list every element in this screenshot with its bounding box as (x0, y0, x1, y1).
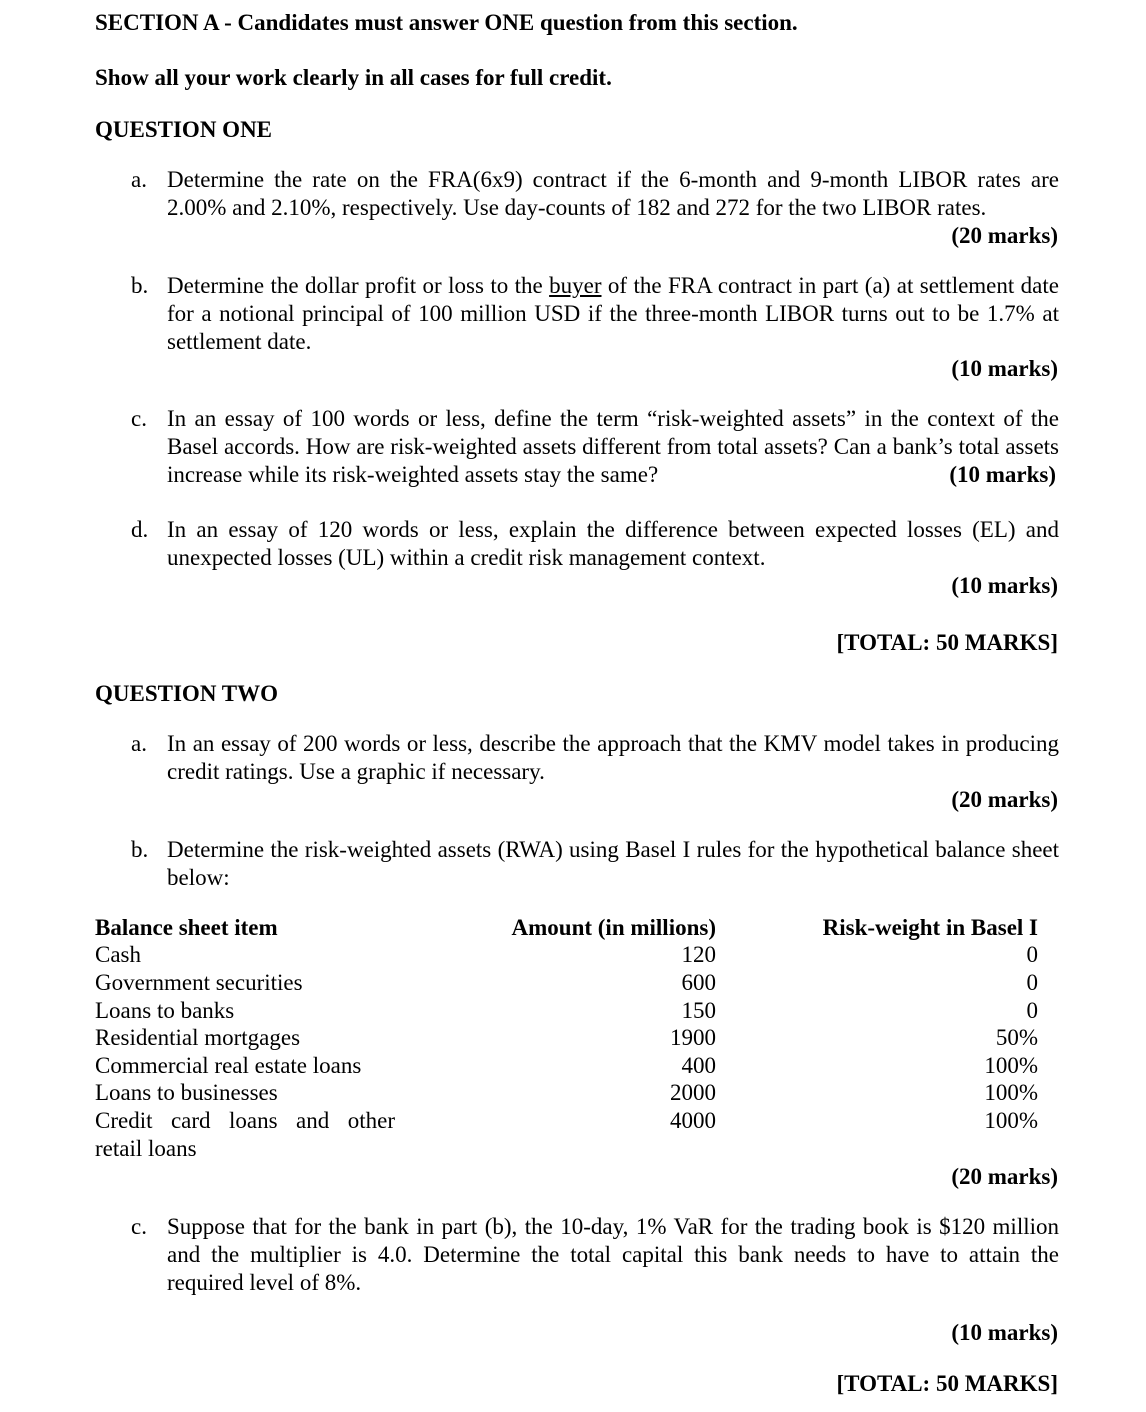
table-row-cre-weight: 100% (984, 1053, 1038, 1078)
q1-b-text-pre: Determine the dollar profit or loss to the (167, 273, 550, 298)
section-heading: SECTION A - Candidates must answer ONE question from this section. (95, 10, 798, 35)
q2-a-marks: (20 marks) (951, 787, 1058, 812)
q1-a-marks: (20 marks) (951, 223, 1058, 248)
q2-b-letter: b. (131, 837, 149, 862)
q1-d-letter: d. (131, 517, 149, 542)
table-row-cre-amount: 400 (681, 1053, 716, 1078)
table-row-credit-card-item: Credit card loans and other retail loans (95, 1108, 395, 1161)
q1-a-letter: a. (131, 167, 147, 192)
q2-b-text: Determine the risk-weighted assets (RWA) using Basel I rules for the hypothetical balance sheet below: (167, 837, 1059, 890)
table-row-mortgages-item: Residential mortgages (95, 1025, 301, 1050)
instruction-text: Show all your work clearly in all cases for full credit. (95, 65, 612, 90)
table-row-govt-weight: 0 (1026, 970, 1038, 995)
table-row-cash-item: Cash (95, 942, 141, 967)
table-row-mortgages-weight: 50% (995, 1025, 1038, 1050)
table-row-business-item: Loans to businesses (95, 1080, 278, 1105)
table-row-govt-amount: 600 (681, 970, 716, 995)
q2-c-marks: (10 marks) (951, 1320, 1058, 1345)
q1-b-text-post: of the FRA contract in part (a) at settlement date for a notional principal of 100 million USD if the three-month LIBOR turns out to be 1.7% at settlement date. (167, 273, 1059, 354)
q2-a-text: In an essay of 200 words or less, describe the approach that the KMV model takes in producing credit ratings. Use a graphic if necessary. (167, 731, 1059, 784)
q2-total-marks: [TOTAL: 50 MARKS] (836, 1371, 1058, 1396)
q1-total-marks: [TOTAL: 50 MARKS] (836, 630, 1058, 655)
table-row-cash-weight: 0 (1026, 942, 1038, 967)
q1-c-text: In an essay of 100 words or less, define the term “risk-weighted assets” in the context of the Basel accords. How are risk-weighted assets different from total assets? Can a bank’s total assets increase while its risk-weighted assets stay the same? (167, 406, 1059, 487)
table-header-item: Balance sheet item (95, 915, 278, 940)
table-row-cre-item: Commercial real estate loans (95, 1053, 362, 1078)
table-row-cash-amount: 120 (681, 942, 716, 967)
table-row-govt-item: Government securities (95, 970, 303, 995)
q1-b-text (167, 272, 1059, 356)
table-row-banks-amount: 150 (681, 998, 716, 1023)
q1-a-text: Determine the rate on the FRA(6x9) contract if the 6-month and 9-month LIBOR rates are 2.00% and 2.10%, respectively. Use day-counts of 182 and 272 for the two LIBOR rates. (167, 167, 1059, 220)
table-row-banks-weight: 0 (1026, 998, 1038, 1023)
table-row-credit-card-weight: 100% (984, 1108, 1038, 1133)
question-two-title: QUESTION TWO (95, 681, 278, 706)
q2-c-text: Suppose that for the bank in part (b), the 10-day, 1% VaR for the trading book is $120 million and the multiplier is 4.0. Determine the total capital this bank needs to have to attain the required level of 8%. (167, 1214, 1059, 1295)
q1-d-marks: (10 marks) (951, 573, 1058, 598)
table-row-business-amount: 2000 (670, 1080, 716, 1105)
question-one-title: QUESTION ONE (95, 117, 273, 142)
q1-c-marks: (10 marks) (949, 462, 1056, 487)
table-header-amount: Amount (in millions) (511, 915, 716, 940)
q1-b-letter: b. (131, 273, 149, 298)
q2-c-letter: c. (131, 1214, 147, 1239)
table-header-risk-weight: Risk-weight in Basel I (822, 915, 1038, 940)
q1-b-marks: (10 marks) (951, 356, 1058, 381)
q1-c-letter: c. (131, 406, 147, 431)
table-row-banks-item: Loans to banks (95, 998, 235, 1023)
table-row-mortgages-amount: 1900 (670, 1025, 716, 1050)
q1-d-text: In an essay of 120 words or less, explain the difference between expected losses (EL) and unexpected losses (UL) within a credit risk management context. (167, 517, 1059, 570)
q2-a-letter: a. (131, 731, 147, 756)
q1-b-underlined-word: buyer (549, 273, 602, 298)
table-row-credit-card-amount: 4000 (670, 1108, 716, 1133)
q2-b-marks: (20 marks) (951, 1164, 1058, 1189)
table-row-business-weight: 100% (984, 1080, 1038, 1105)
